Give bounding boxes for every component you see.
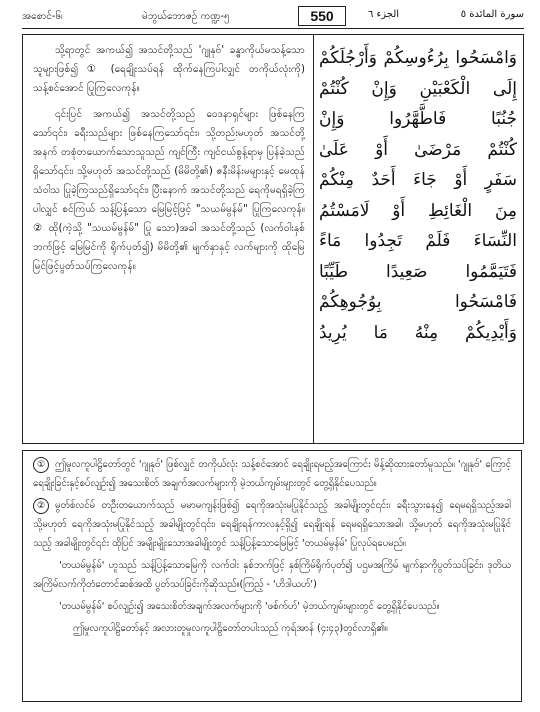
footnote-number: ② bbox=[33, 498, 49, 514]
arabic-line: وَأَيْدِيكُمْ مِنْهُ مَا يُرِيدُ bbox=[319, 322, 517, 343]
footnote bbox=[33, 455, 511, 493]
arabic-line: كُنْتُمْ مَرْضَىٰ أَوْ عَلَىٰ bbox=[319, 139, 517, 160]
arabic-line: سَفَرٍ أَوْ جَاءَ أَحَدٌ مِنْكُمْ bbox=[319, 170, 517, 190]
column-divider bbox=[313, 35, 314, 443]
header-juz-label: الجزء ٦ bbox=[368, 9, 400, 20]
arabic-column bbox=[319, 43, 517, 348]
verse-box bbox=[22, 34, 524, 444]
footnote-continuation: 'တယမ်မွန်မ်' ဟူသည် သန့်ပြန့်သောမြေကို လက်ဝါး နှစ်ဘက်ဖြင့် နှစ်ကြိမ်ရိုက်ပုတ်၍ ပဌမအကြိမ် မျက်နှာကိုပွတ်သပ်ခြင်း၊ ဒုတိယအကြိမ်လက်ကိုတံတောင်ဆစ်အထိ ပွတ်သပ်ခြင်းကိုဆိုသည်။(ကြည့် - 'ဟိဒါယဟ်') bbox=[33, 560, 511, 590]
arabic-line: وَامْسَحُوا بِرُءُوسِكُمْ وَأَرْجُلَكُمْ bbox=[319, 48, 517, 68]
arabic-line: النِّسَاءَ فَلَمْ تَجِدُوا مَاءً bbox=[319, 231, 517, 251]
header-section-label: မဲဘွယ်ဘောဇဉ် ကဏ္ဍ-၅ bbox=[142, 11, 230, 22]
footnote-continuation: ဤမှုလကူပါဠိတော်နှင့် အလားတူမှုလကူပါဠိတော်တပါးသည် ကုရ်အာန် (၄း၄၃)တွင်လာရှိ၏။ bbox=[73, 623, 388, 634]
arabic-line: مِنَ الْغَائِطِ أَوْ لَامَسْتُمُ bbox=[319, 200, 517, 221]
footnote bbox=[33, 496, 511, 553]
header-sura-label: سورة المائدة ٥ bbox=[460, 9, 524, 20]
translation-paragraph: ၎င်းပြင် အကယ်၍ အသင်တို့သည် ဝေဒနာရှင်များ ဖြစ်နေကြသော်၎င်း၊ ခရီးသည်များ ဖြစ်နေကြသော်၎င်း၊ သို့တည်းမဟုတ် အသင်တို့ အနက် တစုံတယောက်သောသူသည် ကျင်ကြီး ကျင်ငယ်စွန့်ရာမှ ပြန်ခဲ့သည်ရှိသော်၎င်း၊ သို့မဟုတ် အသင်တို့သည် (မိမိတို့၏) ဇနီးမိန်းမများနှင့် မေထုန်သံဝါသ ပြုခဲ့ကြသည်ရှိသော်၎င်း၊ ပြီးနောက် အသင်တို့သည် ရေကိုမရရှိခဲ့ကြပါလျှင် စင်ကြယ် သန့်ပြန့်သော မြေမြင့်ဖြင့် "သယမ်မွန်မ်" ပြုကြလေကုန်။ ② ထို(ကဲ့သို့ "သယမ်မွန်မ်" ပြု သော)အခါ အသင်တို့သည် (လက်ဝါးနှစ်ဘက်ဖြင့် မြေမြင်ကို ရိုက်ပုတ်၍) မိမိတို့၏ မျက်နှာနှင့် လက်များကို ထိုမြေမြင်ဖြင့်ပွတ်သပ်ကြလေကုန်။ bbox=[33, 109, 305, 272]
arabic-line: فَامْسَحُوا بِوُجُوهِكُمْ bbox=[319, 292, 517, 312]
translation-column bbox=[33, 41, 305, 283]
footnote-text: ဤမှုလကူပါဠိတော်တွင် 'ဂျုနုဗ်' ဖြစ်လျှင် တကိုယ်လုံး သန့်စင်အောင် ရေချိုးရမည့်အကြောင်း မိန့်ဆိုထားတော်မူသည်။ 'ဂျုနုဗ်' ကြောင့် ရေချိုးခြင်းနှင့်စပ်လျဉ်း၍ အသေးစိတ် အချက်အလက်များကို မဲ့ဘယ်ကျမ်းများတွင် တွေ့ရှိနိုင်ပေသည်။ bbox=[33, 459, 511, 489]
arabic-line: جُنُبًا فَاطَّهَّرُوا وَإِنْ bbox=[319, 109, 517, 129]
page-number: 550 bbox=[298, 6, 346, 26]
footnotes-box bbox=[22, 450, 522, 702]
header-chapter-label: အစောင်-၆၊ bbox=[22, 11, 63, 22]
arabic-line: إِلَى الْكَعْبَيْنِ وَإِنْ كُنْتُمْ bbox=[319, 78, 517, 99]
translation-paragraph: သို့ရာတွင် အကယ်၍ အသင်တို့သည် 'ဂျုနုဗ်' ခန္ဓာကိုယ်မသန့်သော သူများဖြစ်၍ ① (ရေချိုးသပ်ရန် ထိုက်နေကြပါလျှင် တကိုယ်လုံးကို) သန့်စင်အောင် ပြုကြလေကုန်။ bbox=[33, 45, 305, 94]
running-header bbox=[22, 6, 524, 29]
footnote-text: မွတ်စ်လင်မ် တဦးတယောက်သည် မမာမကျန်းဖြစ်၍ ရေကိုအသုံးမပြုနိုင်သည့် အခါမျိုးတွင်၎င်း၊ ခရီးသွားနေ၍ ရေမရရှိသည့်အခါ သို့မဟုတ် ရေကိုအသုံးမပြုနိုင်သည့် အခါမျိုးတွင်၎င်း၊ ရေချိုးရန်ကာလနှင့်ရှိ၍ ရေချိုးရန် ရေမရရှိသောအခါ၊ သို့မဟုတ် ရေကိုအသုံးမပြုနိုင်သည့် အခါမျိုးတွင်၎င်း ထိုပြင် အမျိုးမျိုးသောအခါမျိုးတွင် သန့်ပြန့်သောမြေမြင့် 'တယမ်မွန်မ်' ပြုလုပ်ရပေမည်။ bbox=[33, 500, 511, 549]
arabic-line: فَتَيَمَّمُوا صَعِيدًا طَيِّبًا bbox=[319, 261, 517, 282]
footnote-number: ① bbox=[33, 457, 49, 473]
footnote-continuation: 'တယမ်မွန်မ်' စပ်လျဉ်း၍ အသေးစိတ်အချက်အလက်များကို 'ဖစ်က်ဟ်' မဲ့ဘယ်ကျမ်းများတွင် တွေ့ရှိနိုင်ပေသည်။ bbox=[59, 601, 440, 612]
